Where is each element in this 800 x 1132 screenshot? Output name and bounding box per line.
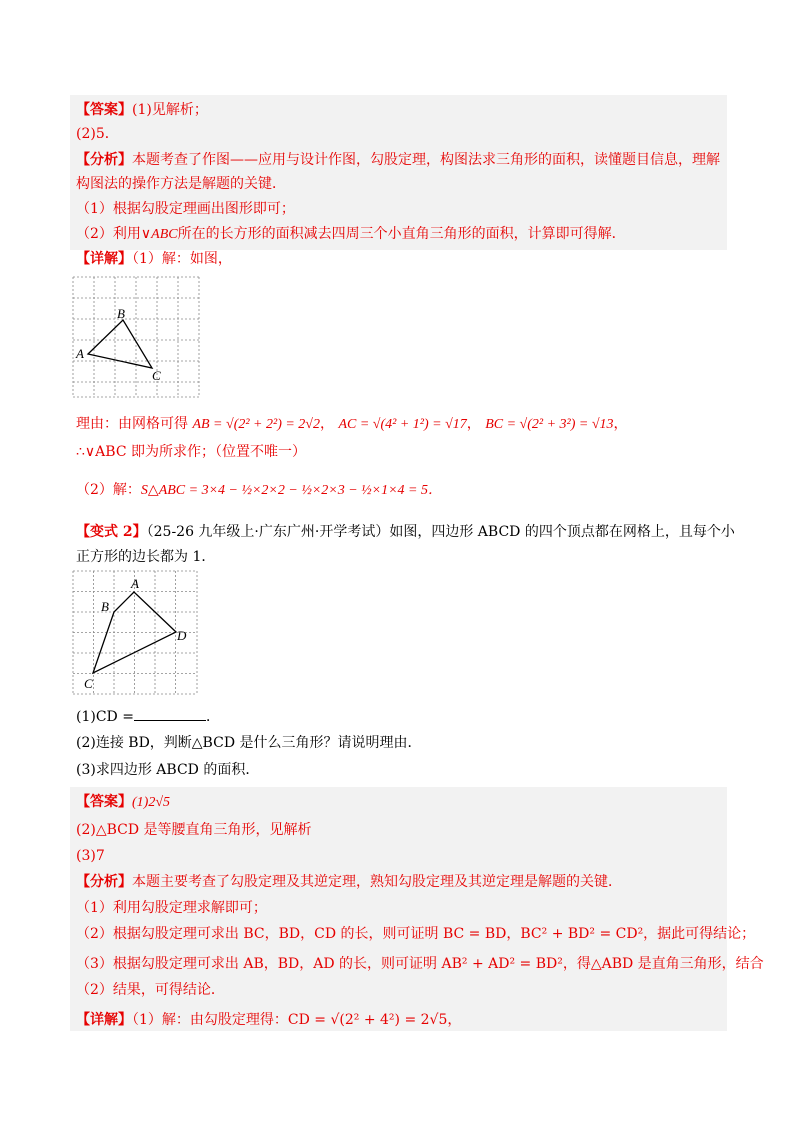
variant-text-1: （25-26 九年级上·广东广州·开学考试）如图，四边形 ABCD 的四个顶点都在网格上，且每个小 [146, 524, 735, 540]
analysis-line-2: 构图法的操作方法是解题的关键． [76, 176, 286, 192]
reason-line: 理由：由网格可得 AB = √(2² + 2²) = 2√2， AC = √(4² + 1²) = √17， BC = √(2² + 3²) = √13， [76, 416, 628, 432]
detail-text: （1）解：如图， [132, 251, 232, 267]
question-1-text: (1)CD = [76, 709, 134, 725]
reason-bc: BC = √(2² + 3²) = √13 [485, 417, 614, 432]
analysis2-tag: 【分析】 [76, 874, 132, 890]
analysis2-step-3a: （3）根据勾股定理可求出 AB，BD，AD 的长，则可证明 AB² + AD² = BD²，得△ABD 是直角三角形，结合 [76, 956, 764, 972]
answer2-line-3: (3)7 [76, 848, 105, 864]
detail2-tag: 【详解】 [76, 1012, 132, 1028]
analysis2-step-3b: （2）结果，可得结论． [76, 982, 225, 998]
detail2-text: （1）解：由勾股定理得：CD = √(2² + 4²) = 2√5， [132, 1012, 462, 1028]
figure-1-triangle-abc [72, 276, 202, 400]
part2-formula: S△ABC = 3×4 − ½×2×2 − ½×2×3 − ½×1×4 = 5． [140, 483, 442, 498]
step2-suffix: 所在的长方形的面积减去四周三个小直角三角形的面积，计算即可得解． [177, 226, 626, 242]
label-a-2: A [131, 576, 139, 591]
analysis2-step-1: （1）利用勾股定理求解即可； [76, 900, 267, 916]
variant-line-1 [76, 522, 735, 542]
reason-ab: AB = √(2² + 2²) = 2√2 [192, 417, 320, 432]
step2-prefix: （2）利用 [76, 226, 141, 242]
question-3: (3)求四边形 ABCD 的面积． [76, 762, 260, 778]
question-1 [76, 706, 220, 727]
part2-prefix: （2）解： [76, 482, 141, 498]
label-c-2: C [84, 676, 93, 691]
answer2-line-1 [76, 792, 170, 813]
label-a: A [76, 346, 84, 361]
answer-line-2: (2)5． [76, 126, 119, 142]
detail-line-1 [76, 249, 232, 269]
therefore-line: ∴∨ABC 即为所求作；（位置不唯一） [76, 444, 306, 460]
analysis-line-1 [76, 150, 720, 170]
label-c: C [152, 368, 161, 383]
question-2: (2)连接 BD，判断△BCD 是什么三角形？请说明理由． [76, 735, 422, 751]
reason-ac: AC = √(4² + 1²) = √17 [338, 417, 467, 432]
answer2-line-2: (2)△BCD 是等腰直角三角形，见解析 [76, 822, 312, 838]
figure-2-quadrilateral-abcd [72, 570, 200, 700]
analysis2-line [76, 872, 622, 892]
answer-tag: 【答案】 [76, 102, 132, 118]
answer-line-1 [76, 100, 208, 120]
variant-line-2: 正方形的边长都为 1． [76, 549, 216, 565]
detail2-line [76, 1010, 461, 1030]
analysis-tag: 【分析】 [76, 152, 132, 168]
answer-text: (1)见解析； [132, 102, 208, 118]
variant-tag: 【变式 2】 [76, 524, 147, 540]
analysis-text: 本题考查了作图——应用与设计作图，勾股定理，构图法求三角形的面积，读懂题目信息，理解 [132, 152, 720, 168]
question-1-end: ． [205, 709, 220, 725]
analysis-step-2 [76, 224, 626, 245]
analysis2-step-2: （2）根据勾股定理可求出 BC，BD，CD 的长，则可证明 BC = BD，BC² + BD² = CD²，据此可得结论； [76, 926, 756, 942]
answer-blank [134, 706, 206, 721]
step2-triangle: ∨ABC [140, 227, 178, 242]
label-b-2: B [101, 599, 109, 614]
reason-prefix: 理由：由网格可得 [76, 416, 188, 432]
answer2-tag: 【答案】 [76, 794, 132, 810]
label-b: B [117, 306, 125, 321]
answer2-text-1: (1)2√5 [132, 795, 171, 810]
label-d-2: D [177, 628, 187, 643]
analysis-step-1: （1）根据勾股定理画出图形即可； [76, 201, 295, 217]
detail-tag: 【详解】 [76, 251, 132, 267]
analysis2-text: 本题主要考查了勾股定理及其逆定理，熟知勾股定理及其逆定理是解题的关键． [132, 874, 622, 890]
part2-line [76, 480, 442, 501]
grid-lines [73, 277, 199, 397]
